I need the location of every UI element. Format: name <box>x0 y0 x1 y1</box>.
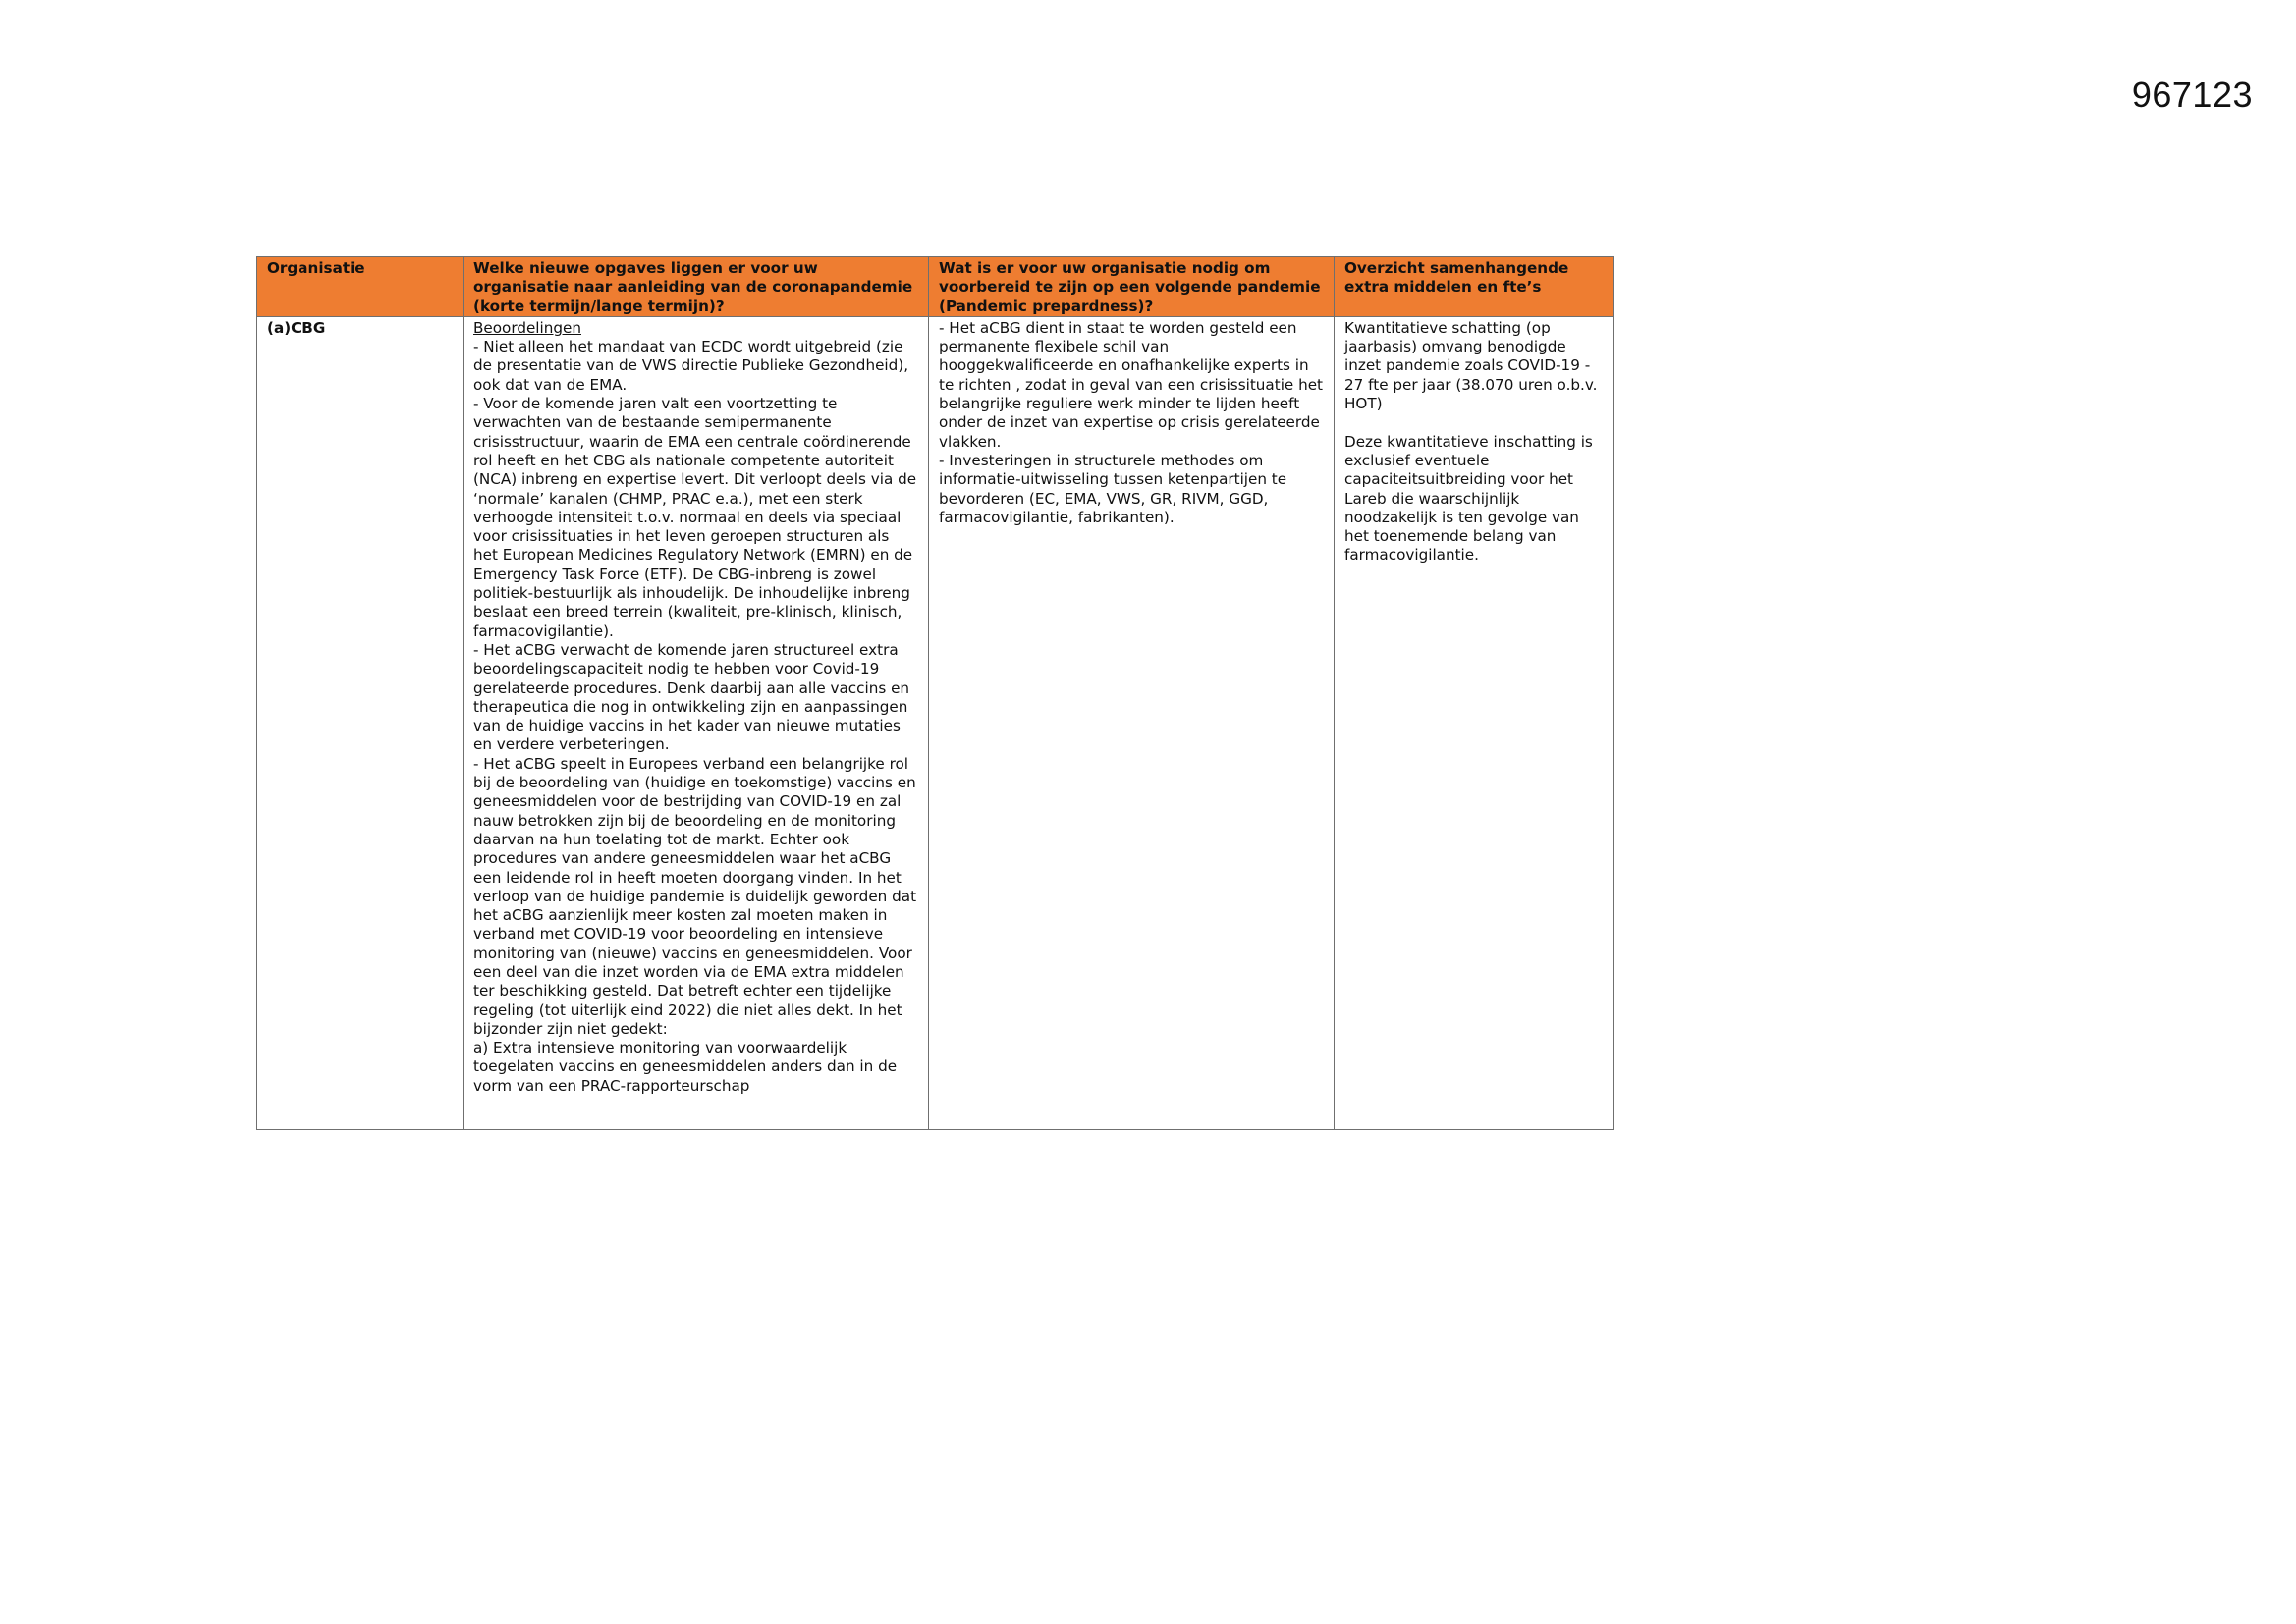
cell-opgaves <box>464 316 929 1129</box>
header-nieuwe-opgaves: Welke nieuwe opgaves liggen er voor uw organisatie naar aanleiding van de coronapandemie (korte termijn/lange termijn)? <box>464 257 929 317</box>
preparedness-paragraph: - Investeringen in structurele methodes om informatie-uitwisseling tussen ketenpartijen te bevorderen (EC, EMA, VWS, GR, RIVM, GGD, farmacovigilantie, fabrikanten). <box>939 451 1287 526</box>
cell-middelen <box>1335 316 1614 1129</box>
opgaves-paragraph: - Niet alleen het mandaat van ECDC wordt uitgebreid (zie de presentatie van de VWS directie Publieke Gezondheid), ook dat van de EMA. <box>473 338 909 394</box>
table-row <box>257 316 1614 1129</box>
header-organisatie: Organisatie <box>257 257 464 317</box>
opgaves-paragraph: - Het aCBG verwacht de komende jaren structureel extra beoordelingscapaciteit nodig te hebben voor Covid-19 gerelateerde procedures. Denk daarbij aan alle vaccins en therapeutica die nog in ontwikkeling zijn en aanpassingen van de huidige vaccins in het kader van nieuwe mutaties en verdere verbeteringen. <box>473 640 910 754</box>
preparedness-paragraph: - Het aCBG dient in staat te worden gesteld een permanente flexibele schil van hooggekwalificeerde en onafhankelijke experts in te richten , zodat in geval van een crisissituatie het belangrijke reguliere werk minder te lijden heeft onder de inzet van expertise op crisis gerelateerde vlakken. <box>939 318 1324 451</box>
beoordelingen-subheading: Beoordelingen <box>473 318 581 337</box>
opgaves-paragraph: - Voor de komende jaren valt een voortzetting te verwachten van de bestaande semipermanente crisisstructuur, waarin de EMA een centrale coördinerende rol heeft en het CBG als nationale competente autoriteit (NCA) inbreng en expertise levert. Dit verloopt deels via de ‘normale’ kanalen (CHMP, PRAC e.a.), met een sterk verhoogde intensiteit t.o.v. normaal en deels via speciaal voor crisissituaties in het leven geroepen structuren als het European Medicines Regulatory Network (EMRN) en de Emergency Task Force (ETF). De CBG-inbreng is zowel politiek-bestuurlijk als inhoudelijk. De inhoudelijke inbreng beslaat een breed terrein (kwaliteit, pre-klinisch, klinisch, farmacovigilantie). <box>473 395 917 640</box>
cell-preparedness <box>929 316 1335 1129</box>
table-header-row <box>257 257 1614 317</box>
document-number: 967123 <box>2131 75 2253 115</box>
middelen-exclusion-paragraph: Deze kwantitatieve inschatting is exclusief eventuele capaciteitsuitbreiding voor het Lareb die waarschijnlijk noodzakelijk is ten gevolge van het toenemende belang van farmacovigilantie. <box>1344 432 1593 565</box>
middelen-estimate-paragraph: Kwantitatieve schatting (op jaarbasis) omvang benodigde inzet pandemie zoals COVID-19 - 27 fte per jaar (38.070 uren o.b.v. HOT) <box>1344 318 1598 413</box>
paragraph-spacer <box>1344 413 1604 432</box>
header-extra-middelen: Overzicht samenhangende extra middelen en fte’s <box>1335 257 1614 317</box>
pandemic-tasks-table <box>256 256 1614 1130</box>
cell-organisatie: (a)CBG <box>257 316 464 1129</box>
header-pandemic-preparedness: Wat is er voor uw organisatie nodig om voorbereid te zijn op een volgende pandemie (Pandemic prepardness)? <box>929 257 1335 317</box>
opgaves-paragraph: - Het aCBG speelt in Europees verband een belangrijke rol bij de beoordeling van (huidige en toekomstige) vaccins en geneesmiddelen voor de bestrijding van COVID-19 en zal nauw betrokken zijn bij de beoordeling en de monitoring daarvan na hun toelating tot de markt. Echter ook procedures van andere geneesmiddelen waar het aCBG een leidende rol in heeft moeten doorgang vinden. In het verloop van de huidige pandemie is duidelijk geworden dat het aCBG aanzienlijk meer kosten zal moeten maken in verband met COVID-19 voor beoordeling en intensieve monitoring van (nieuwe) vaccins en geneesmiddelen. Voor een deel van die inzet worden via de EMA extra middelen ter beschikking gesteld. Dat betreft echter een tijdelijke regeling (tot uiterlijk eind 2022) die niet alles dekt. In het bijzonder zijn niet gedekt: <box>473 754 917 1038</box>
opgaves-paragraph: a) Extra intensieve monitoring van voorwaardelijk toegelaten vaccins en geneesmiddelen anders dan in de vorm van een PRAC-rapporteurschap <box>473 1039 898 1095</box>
